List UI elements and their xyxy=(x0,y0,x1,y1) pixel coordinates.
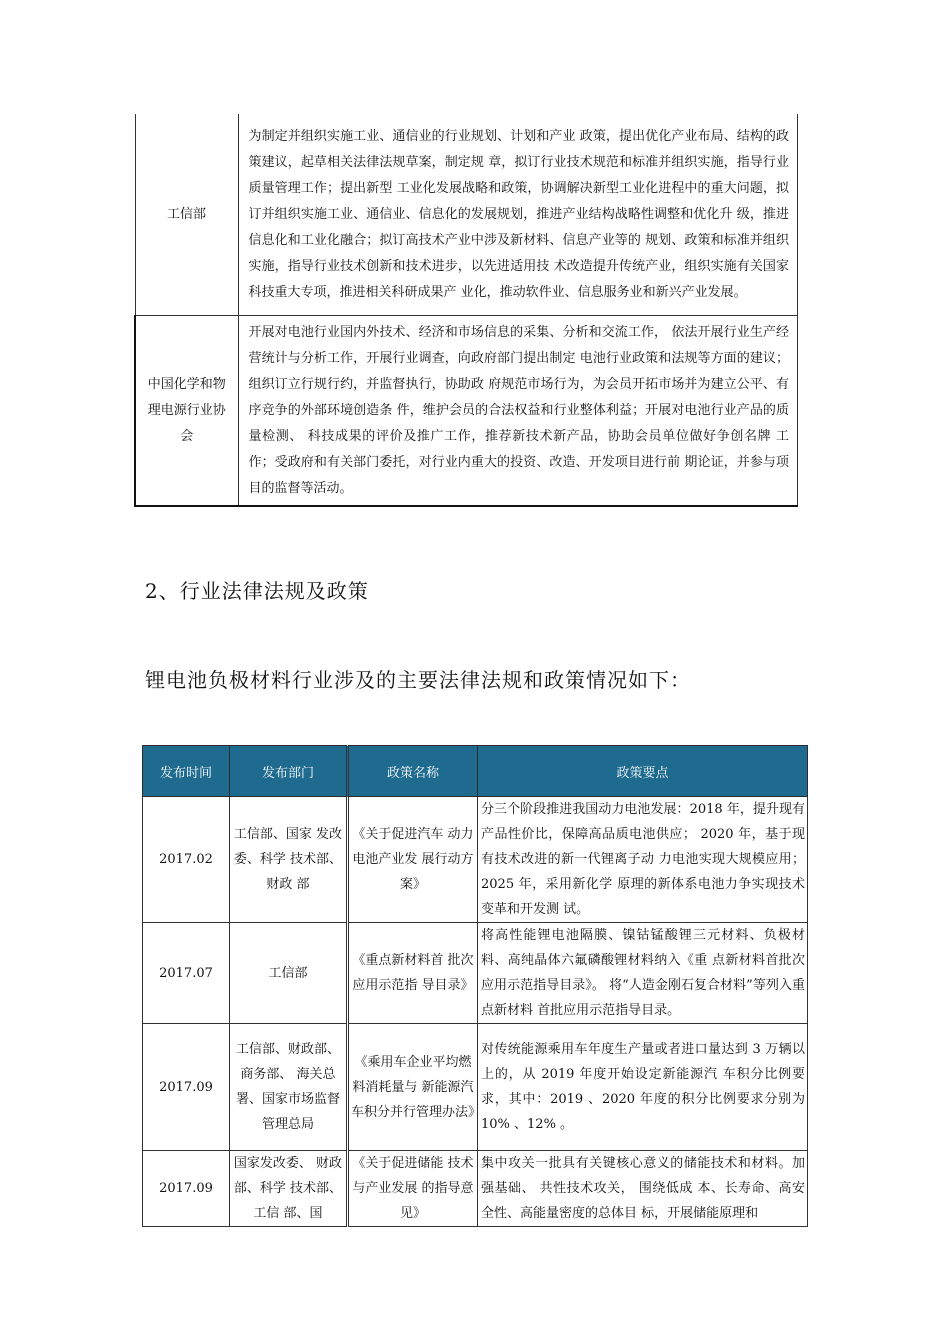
dept-cell: 工信部、财政部、商务部、 海关总署、国家市场监督管理总局 xyxy=(230,1024,348,1151)
dept-cell xyxy=(135,316,238,507)
table-row xyxy=(143,1151,808,1227)
duty-description-cell: 开展对电池行业国内外技术、经济和市场信息的采集、分析和交流工作， 依法开展行业生产经营统计与分析工作，开展行业调查，向政府部门提出制定 电池行业政策和法规等方面的建议；组织订立行规行约，并监督执行，协助政 府规范市场行为，为会员开拓市场并为建立公平、有序竞争的外部环境创造条 件，维护会员的合法权益和行业整体利益；开展对电池行业产品的质量检测、 科技成果的评价及推广工作，推荐新技术新产品，协助会员单位做好争创名牌 工作；受政府和有关部门委托，对行业内重大的投资、改造、开发项目进行前 期论证，并参与项目的监督等活动。 xyxy=(238,316,798,507)
dept-cell xyxy=(230,1151,348,1227)
dept-cell: 工信部 xyxy=(230,923,348,1024)
table-row xyxy=(135,114,798,316)
table-row xyxy=(143,923,808,1024)
intro-text: 锂电池负极材料行业涉及的主要法律法规和政策情况如下： xyxy=(145,668,691,692)
date-cell: 2017.07 xyxy=(143,923,230,1024)
policy-name-cell: 《乘用车企业平均燃料消耗量与 新能源汽车积分并行管理办法》 xyxy=(348,1024,478,1151)
section-heading: 2、行业法律法规及政策 xyxy=(145,579,369,603)
policy-table xyxy=(142,745,808,1227)
dept-cell: 工信部、国家 发改委、科学 技术部、财政 部 xyxy=(230,797,348,923)
policy-points-cell: 分三个阶段推进我国动力电池发展：2018 年，提升现有产品性价比，保障高品质电池供应； 2020 年，基于现有技术改进的新一代锂离子动 力电池实现大规模应用；2025 年，采用新化学 原理的新体系电池力争实现技术变革和开发测 试。 xyxy=(478,797,808,923)
policy-name-cell xyxy=(348,1151,478,1227)
table-row xyxy=(135,316,798,507)
header-date: 发布时间 xyxy=(143,746,230,797)
header-dept: 发布部门 xyxy=(230,746,348,797)
dept-name: 中国化学和物理电源行业协会 xyxy=(147,376,226,444)
dept-cell: 工信部 xyxy=(135,114,238,316)
date-cell: 2017.09 xyxy=(143,1151,230,1227)
policy-points-cell xyxy=(478,1151,808,1227)
table-row xyxy=(143,1024,808,1151)
duty-description-cell: 为制定并组织实施工业、通信业的行业规划、计划和产业 政策，提出优化产业布局、结构的政策建议，起草相关法律法规草案，制定规 章，拟订行业技术规范和标准并组织实施，指导行业质量管理工作；提出新型 工业化发展战略和政策，协调解决新型工业化进程中的重大问题，拟订并组织实施工业、通信业、信息化的发展规划，推进产业结构战略性调整和优化升 级，推进信息化和工业化融合；拟订高技术产业中涉及新材料、信息产业等的 规划、政策和标准并组织实施，指导行业技术创新和技术进步，以先进适用技 术改造提升传统产业，组织实施有关国家科技重大专项，推进相关科研成果产 业化，推动软件业、信息服务业和新兴产业发展。 xyxy=(238,114,798,316)
policy-name-cell: 《关于促进汽车 动力电池产业发 展行动方案》 xyxy=(348,797,478,923)
header-policy-points: 政策要点 xyxy=(478,746,808,797)
header-row xyxy=(143,746,808,797)
dept-text: 国家发改委、 财政部、科学 技术部、工信 部、国 xyxy=(233,1156,343,1221)
department-duties-table xyxy=(134,114,798,507)
policy-name-text: 《关于促进储能 技术与产业发展 的指导意见》 xyxy=(352,1156,474,1221)
policy-name-cell: 《重点新材料首 批次应用示范指 导目录》 xyxy=(348,923,478,1024)
policy-points-text: 集中攻关一批具有关键核心意义的储能技术和材料。加强基础、 共性技术攻关， 围绕低成 本、长寿命、高安全性、高能量密度的总体目 标，开展储能原理和 xyxy=(481,1156,805,1221)
header-policy-name: 政策名称 xyxy=(348,746,478,797)
date-cell: 2017.09 xyxy=(143,1024,230,1151)
date-cell: 2017.02 xyxy=(143,797,230,923)
table-row xyxy=(143,797,808,923)
policy-points-cell: 将高性能锂电池隔膜、镍钴锰酸锂三元材料、负极材料、高纯晶体六氟磷酸锂材料纳入《重 点新材料首批次应用示范指导目录》。 将“人造金刚石复合材料”等列入重点新材料 首批应用示范指导目录。 xyxy=(478,923,808,1024)
policy-points-cell: 对传统能源乘用车年度生产量或者进口量达到 3 万辆以上的，从 2019 年度开始设定新能源汽 车积分比例要求，其中：2019 、2020 年度的积分比例要求分别为 10% 、12% 。 xyxy=(478,1024,808,1151)
